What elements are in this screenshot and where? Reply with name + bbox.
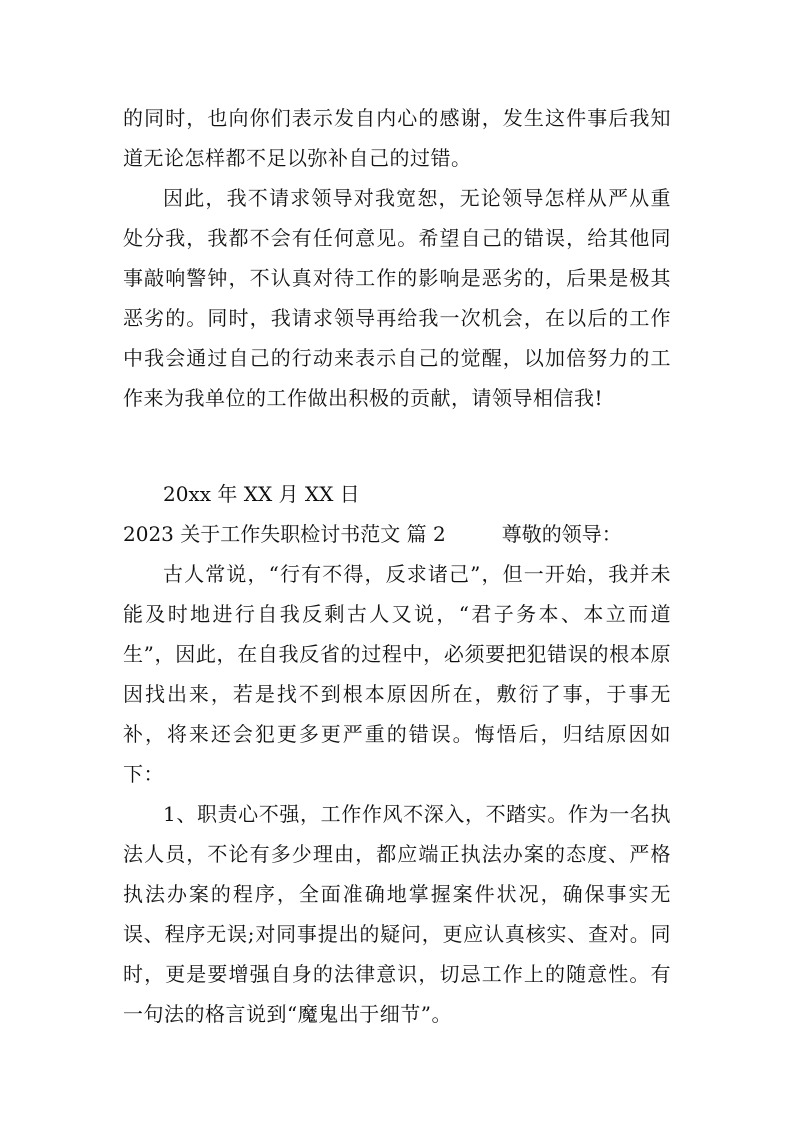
paragraph-reflection: 古人常说，“行有不得，反求诸己”，但一开始，我并未能及时地进行自我反剩古人又说，“君子务本、本立而道生”，因此，在自我反省的过程中，必须要把犯错误的根本原因找出来，若是找不到根本原因所在，敷衍了事，于事无补，将来还会犯更多更严重的错误。悔悟后，归结原因如下：: [123, 562, 671, 786]
section-title: 2023 关于工作失职检讨书范文 篇 2: [123, 522, 446, 546]
text-block-upper: [123, 98, 671, 418]
paragraph-continuation: 的同时，也向你们表示发自内心的感谢，发生这件事后我知道无论怎样都不足以弥补自己的过错。: [123, 106, 671, 170]
section-heading: [123, 514, 622, 554]
date-line: 20xx 年 XX 月 XX 日: [163, 482, 360, 506]
paragraph-request: 因此，我不请求领导对我宽恕，无论领导怎样从严从重处分我，我都不会有任何意见。希望自己的错误，给其他同事敲响警钟，不认真对待工作的影响是恶劣的，后果是极其恶劣的。同时，我请求领导再给我一次机会，在以后的工作中我会通过自己的行动来表示自己的觉醒，以加倍努力的工作来为我单位的工作做出积极的贡献，请领导相信我!: [123, 186, 671, 410]
text-block-lower: [123, 554, 671, 1034]
salutation: 尊敬的领导：: [501, 522, 622, 546]
paragraph-cause-1: 1、职责心不强，工作作风不深入，不踏实。作为一名执法人员，不论有多少理由，都应端正执法办案的态度、严格执法办案的程序，全面准确地掌握案件状况，确保事实无误、程序无误;对同事提出的疑问，更应认真核实、查对。同时，更是要增强自身的法律意识，切忌工作上的随意性。有一句法的格言说到“魔鬼出于细节”。: [123, 802, 671, 1026]
